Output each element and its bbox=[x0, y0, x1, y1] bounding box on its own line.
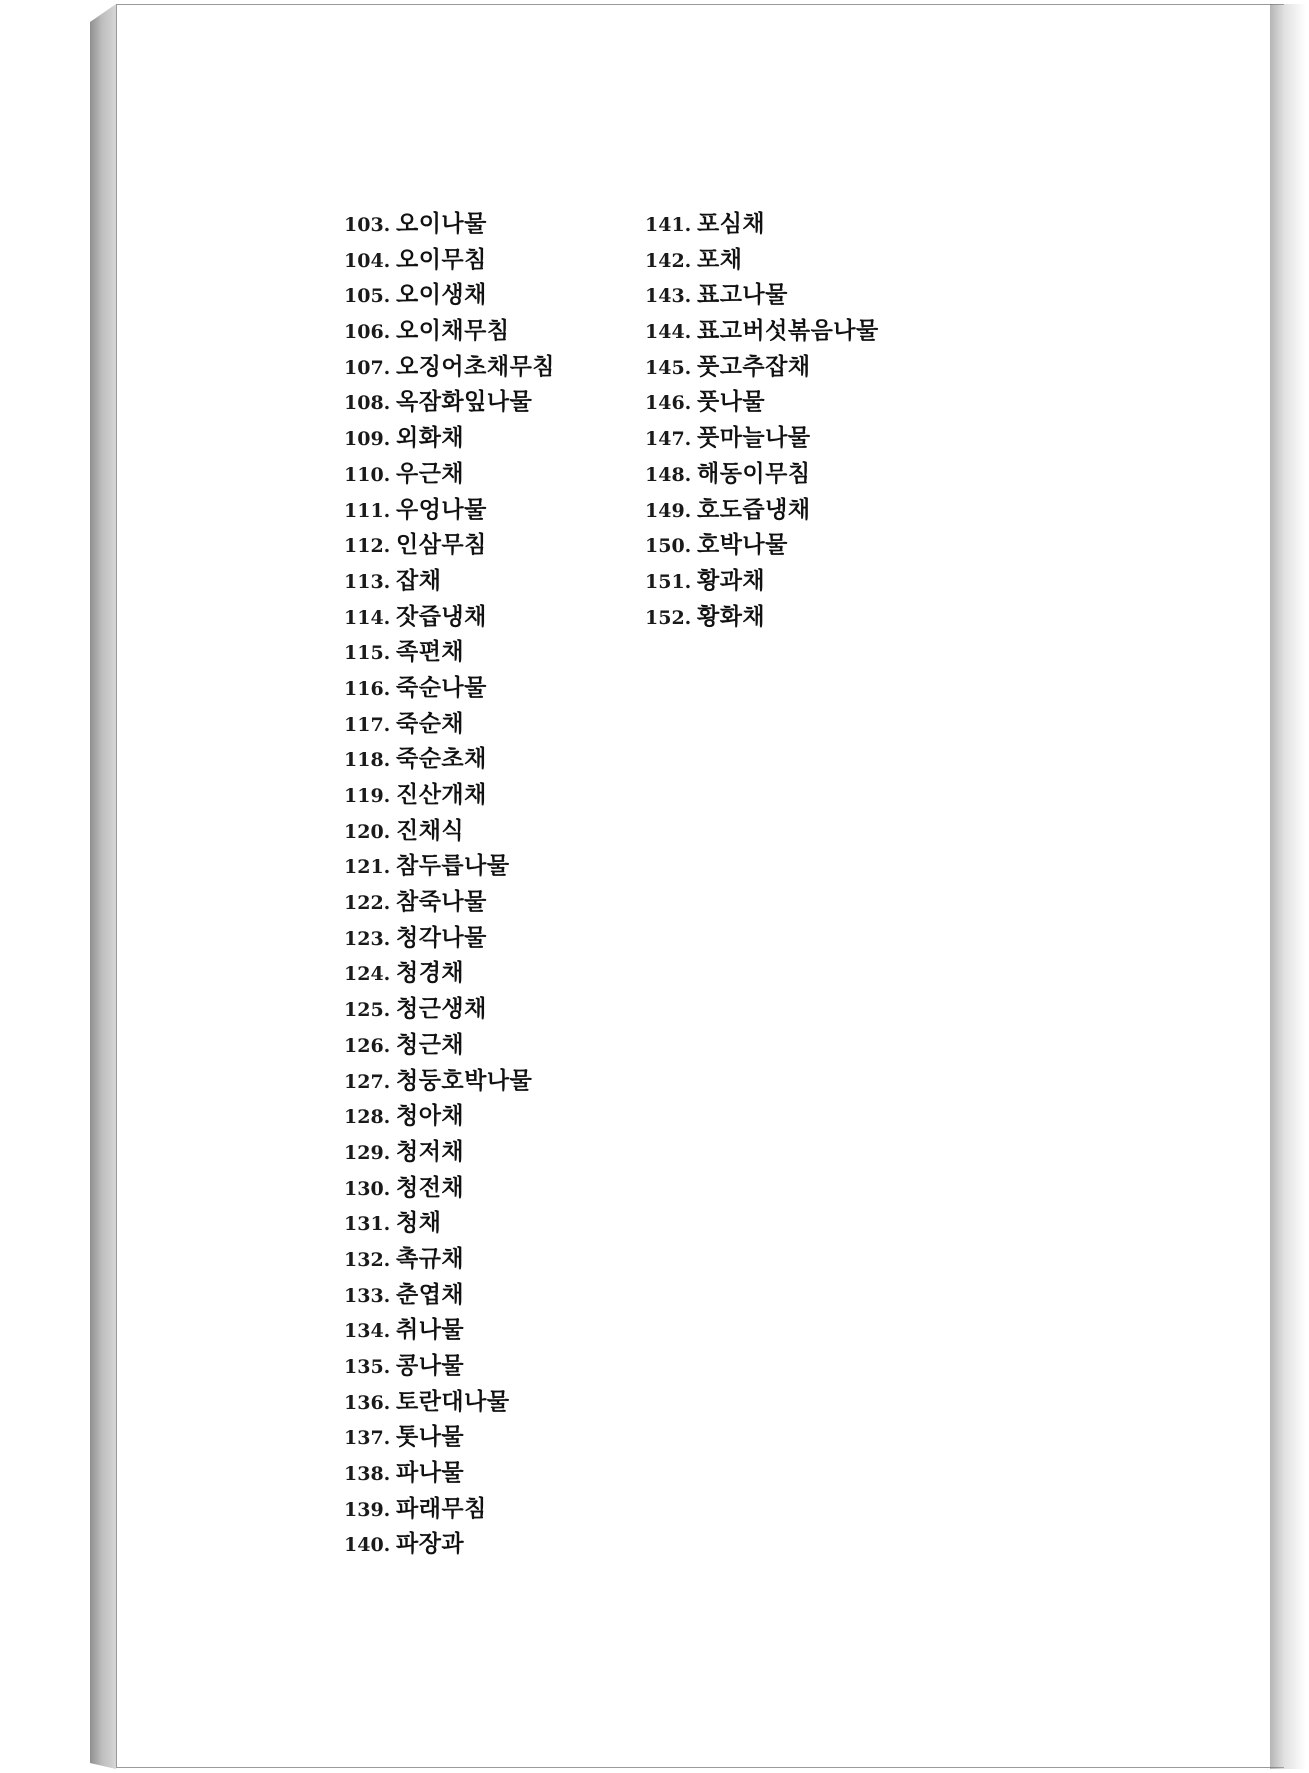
entry-number: 109. bbox=[344, 428, 391, 451]
entry-name: 청저채 bbox=[396, 1138, 465, 1165]
entry-number: 115. bbox=[344, 642, 391, 665]
recipe-entry bbox=[344, 207, 555, 243]
recipe-entry bbox=[344, 778, 555, 814]
recipe-list-right-column bbox=[645, 207, 879, 635]
entry-name: 청경채 bbox=[396, 960, 465, 987]
recipe-entry bbox=[344, 1456, 555, 1492]
entry-name: 촉규채 bbox=[396, 1245, 465, 1272]
recipe-entry bbox=[645, 421, 879, 457]
entry-name: 잣즙냉채 bbox=[396, 603, 487, 630]
entry-name: 청둥호박나물 bbox=[396, 1067, 533, 1094]
entry-number: 103. bbox=[344, 214, 391, 236]
recipe-entry bbox=[344, 671, 555, 707]
entry-number: 117. bbox=[344, 713, 391, 736]
entry-name: 취나물 bbox=[396, 1317, 465, 1344]
entry-name: 오이생채 bbox=[396, 282, 487, 309]
entry-number: 144. bbox=[645, 321, 692, 344]
recipe-entry bbox=[344, 421, 555, 457]
entry-number: 122. bbox=[344, 892, 391, 915]
recipe-entry bbox=[344, 814, 555, 850]
recipe-entry bbox=[344, 385, 555, 421]
recipe-entry bbox=[344, 1206, 555, 1242]
entry-name: 청각나물 bbox=[396, 924, 487, 951]
recipe-entry bbox=[344, 956, 555, 992]
page-edge-shadow bbox=[1270, 4, 1306, 1769]
recipe-entry bbox=[344, 885, 555, 921]
entry-name: 잡채 bbox=[396, 567, 442, 594]
entry-name: 황과채 bbox=[697, 567, 766, 594]
entry-number: 136. bbox=[344, 1391, 391, 1414]
recipe-entry bbox=[344, 243, 555, 279]
recipe-entry bbox=[645, 600, 879, 636]
recipe-entry bbox=[344, 1171, 555, 1207]
entry-number: 143. bbox=[645, 285, 692, 308]
entry-name: 오이무침 bbox=[396, 246, 487, 273]
entry-name: 풋고추잡채 bbox=[697, 353, 811, 380]
recipe-entry bbox=[645, 457, 879, 493]
entry-name: 포채 bbox=[697, 246, 743, 273]
recipe-entry bbox=[645, 207, 879, 243]
entry-number: 118. bbox=[344, 749, 391, 772]
entry-name: 표고버섯볶음나물 bbox=[697, 318, 879, 345]
recipe-entry bbox=[344, 707, 555, 743]
entry-number: 120. bbox=[344, 820, 391, 843]
recipe-entry bbox=[344, 1420, 555, 1456]
recipe-entry bbox=[344, 278, 555, 314]
recipe-entry bbox=[344, 457, 555, 493]
entry-name: 파나물 bbox=[396, 1460, 465, 1487]
recipe-entry bbox=[344, 921, 555, 957]
entry-number: 119. bbox=[344, 785, 391, 807]
entry-number: 126. bbox=[344, 1034, 391, 1057]
entry-name: 청아채 bbox=[396, 1103, 465, 1130]
book-spine bbox=[90, 4, 116, 1769]
entry-name: 진채식 bbox=[396, 817, 465, 844]
entry-number: 147. bbox=[645, 428, 692, 451]
entry-number: 150. bbox=[645, 535, 692, 558]
recipe-entry bbox=[344, 1028, 555, 1064]
entry-number: 108. bbox=[344, 392, 391, 415]
entry-number: 134. bbox=[344, 1320, 391, 1343]
entry-name: 포심채 bbox=[697, 211, 766, 237]
recipe-entry bbox=[344, 1099, 555, 1135]
entry-number: 148. bbox=[645, 463, 692, 486]
entry-number: 111. bbox=[344, 499, 391, 522]
entry-number: 128. bbox=[344, 1106, 391, 1129]
recipe-entry bbox=[344, 600, 555, 636]
recipe-entry bbox=[344, 1527, 555, 1563]
entry-name: 파래무침 bbox=[396, 1495, 487, 1522]
entry-name: 참죽나물 bbox=[396, 889, 487, 916]
entry-name: 콩나물 bbox=[396, 1353, 465, 1379]
entry-number: 132. bbox=[344, 1248, 391, 1271]
entry-name: 우엉나물 bbox=[396, 496, 487, 523]
entry-number: 151. bbox=[645, 570, 692, 593]
entry-number: 139. bbox=[344, 1498, 391, 1521]
entry-name: 청근생채 bbox=[396, 996, 487, 1023]
entry-name: 오징어초채무침 bbox=[396, 353, 556, 380]
entry-number: 125. bbox=[344, 999, 391, 1022]
recipe-entry bbox=[344, 992, 555, 1028]
entry-number: 133. bbox=[344, 1284, 391, 1307]
entry-number: 141. bbox=[645, 214, 692, 236]
entry-number: 121. bbox=[344, 856, 391, 879]
entry-number: 152. bbox=[645, 606, 692, 629]
entry-number: 149. bbox=[645, 499, 692, 522]
recipe-entry bbox=[344, 564, 555, 600]
entry-number: 116. bbox=[344, 677, 391, 700]
recipe-entry bbox=[344, 528, 555, 564]
entry-name: 오이나물 bbox=[396, 211, 487, 237]
entry-name: 해동이무침 bbox=[697, 460, 811, 487]
recipe-entry bbox=[645, 243, 879, 279]
entry-name: 죽순초채 bbox=[396, 746, 487, 773]
entry-number: 124. bbox=[344, 963, 391, 986]
entry-number: 114. bbox=[344, 606, 391, 629]
entry-name: 옥잠화잎나물 bbox=[396, 389, 533, 416]
entry-name: 인삼무침 bbox=[396, 532, 487, 559]
recipe-entry bbox=[645, 493, 879, 529]
entry-name: 오이채무침 bbox=[396, 318, 510, 345]
entry-name: 족편채 bbox=[396, 639, 465, 666]
recipe-entry bbox=[344, 1349, 555, 1385]
entry-number: 123. bbox=[344, 927, 391, 950]
recipe-entry bbox=[344, 1064, 555, 1100]
entry-name: 죽순나물 bbox=[396, 674, 487, 701]
entry-number: 110. bbox=[344, 463, 391, 486]
recipe-entry bbox=[645, 350, 879, 386]
entry-name: 춘엽채 bbox=[396, 1281, 465, 1308]
entry-name: 호도즙냉채 bbox=[697, 496, 811, 523]
recipe-entry bbox=[645, 278, 879, 314]
recipe-entry bbox=[344, 742, 555, 778]
recipe-entry bbox=[645, 564, 879, 600]
entry-name: 토란대나물 bbox=[396, 1388, 510, 1415]
recipe-entry bbox=[344, 1278, 555, 1314]
recipe-entry bbox=[344, 314, 555, 350]
recipe-entry bbox=[344, 849, 555, 885]
entry-name: 톳나물 bbox=[396, 1424, 465, 1451]
recipe-entry bbox=[344, 1135, 555, 1171]
entry-number: 135. bbox=[344, 1356, 391, 1378]
entry-name: 황화채 bbox=[697, 603, 766, 630]
entry-name: 풋마늘나물 bbox=[697, 425, 811, 452]
entry-number: 112. bbox=[344, 535, 391, 558]
recipe-entry bbox=[645, 385, 879, 421]
entry-number: 107. bbox=[344, 356, 391, 379]
entry-number: 146. bbox=[645, 392, 692, 415]
entry-number: 127. bbox=[344, 1070, 391, 1093]
entry-number: 145. bbox=[645, 356, 692, 379]
entry-name: 참두릅나물 bbox=[396, 853, 510, 880]
entry-number: 138. bbox=[344, 1463, 391, 1486]
entry-name: 표고나물 bbox=[697, 282, 788, 309]
entry-name: 외화채 bbox=[396, 425, 465, 452]
recipe-entry bbox=[344, 493, 555, 529]
entry-number: 104. bbox=[344, 249, 391, 272]
entry-name: 진산개채 bbox=[396, 782, 487, 808]
recipe-entry bbox=[344, 1313, 555, 1349]
recipe-entry bbox=[344, 350, 555, 386]
entry-name: 파장과 bbox=[396, 1531, 465, 1558]
recipe-entry bbox=[645, 528, 879, 564]
entry-number: 140. bbox=[344, 1534, 391, 1557]
entry-name: 청전채 bbox=[396, 1174, 465, 1201]
entry-name: 죽순채 bbox=[396, 710, 465, 737]
entry-number: 142. bbox=[645, 249, 692, 272]
entry-number: 113. bbox=[344, 570, 391, 593]
entry-name: 우근채 bbox=[396, 460, 465, 487]
recipe-entry bbox=[344, 1385, 555, 1421]
recipe-list-left-column bbox=[344, 207, 555, 1563]
entry-name: 청채 bbox=[396, 1210, 442, 1237]
entry-name: 풋나물 bbox=[697, 389, 766, 416]
recipe-entry bbox=[645, 314, 879, 350]
entry-number: 106. bbox=[344, 321, 391, 344]
entry-name: 청근채 bbox=[396, 1031, 465, 1058]
recipe-entry bbox=[344, 1492, 555, 1528]
entry-number: 105. bbox=[344, 285, 391, 308]
entry-number: 131. bbox=[344, 1213, 391, 1236]
recipe-entry bbox=[344, 1242, 555, 1278]
entry-number: 137. bbox=[344, 1427, 391, 1450]
entry-number: 130. bbox=[344, 1177, 391, 1200]
entry-name: 호박나물 bbox=[697, 532, 788, 559]
entry-number: 129. bbox=[344, 1141, 391, 1164]
recipe-entry bbox=[344, 635, 555, 671]
